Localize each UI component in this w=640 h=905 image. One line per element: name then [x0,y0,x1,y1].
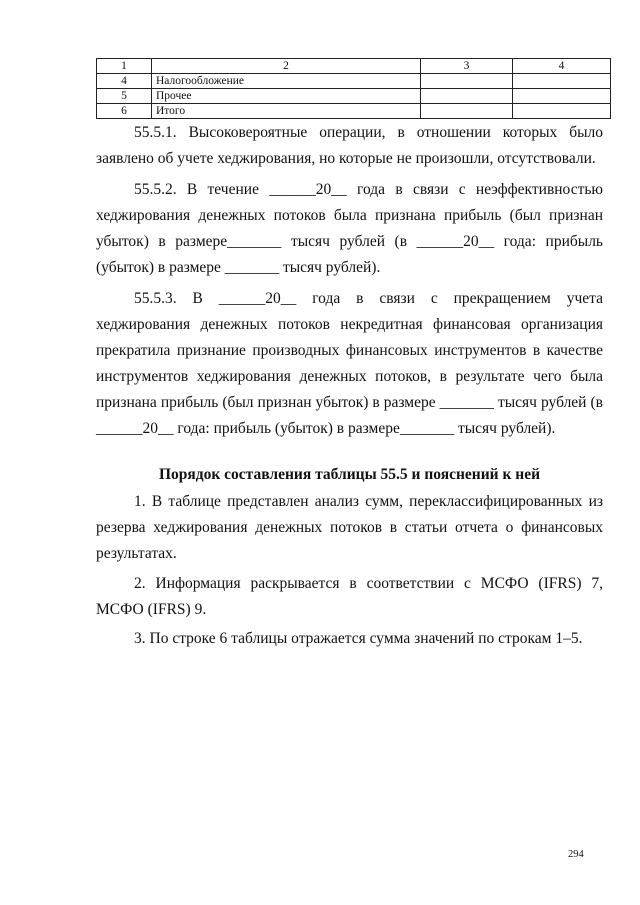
table-cell: Прочее [152,89,421,104]
table-cell: 4 [97,74,152,89]
section-item-2 [96,571,603,623]
table-row [97,89,611,104]
table-cell: Налогообложение [152,74,421,89]
table-header-cell: 1 [97,59,152,74]
table-cell [513,74,611,89]
paragraph-text: 55.5.2. В течение ______20__ года в связи с неэффективностью хеджирования денежных потоков была признана прибыль (был признан убыток) в размере_______ тысяч рублей (в ______20__ года: прибыль (убыток) в размере _______ тысяч рублей). [96,181,603,276]
section-heading: Порядок составления таблицы 55.5 и пояснений к ней [158,466,541,483]
table-header-cell: 2 [152,59,421,74]
data-table [96,58,611,119]
table-row [97,104,611,119]
table-header-cell: 3 [421,59,513,74]
table-cell [421,89,513,104]
paragraph-text: 1. В таблице представлен анализ сумм, переклассифицированных из резерва хеджирования денежных потоков в статьи отчета о финансовых результатах. [96,493,603,562]
table-cell: 5 [97,89,152,104]
section-item-3 [96,626,603,652]
table-header-row [97,59,611,74]
table-cell [421,104,513,119]
table-cell [421,74,513,89]
paragraph-55-5-1 [96,120,603,172]
table-cell [513,89,611,104]
table-cell: Итого [152,104,421,119]
paragraph-55-5-3 [96,286,603,442]
paragraph-text: 2. Информация раскрывается в соответствии с МСФО (IFRS) 7, МСФО (IFRS) 9. [96,575,603,618]
page-number: 294 [568,849,584,860]
table-row [97,74,611,89]
paragraph-55-5-2 [96,177,603,281]
table-cell: 6 [97,104,152,119]
paragraph-text: 3. По строке 6 таблицы отражается сумма значений по строкам 1–5. [134,630,583,647]
section-item-1 [96,489,603,567]
table-header-cell: 4 [513,59,611,74]
paragraph-text: 55.5.3. В ______20__ года в связи с прекращением учета хеджирования денежных потоков некредитная финансовая организация прекратила признание производных финансовых инструментов в качестве инструментов хеджирования денежных потоков, в результате чего была признана прибыль (был признан убыток) в размере _______ тысяч рублей (в ______20__ года: прибыль (убыток) в размере_______ тысяч рублей). [96,290,603,437]
table-cell [513,104,611,119]
paragraph-text: 55.5.1. Высоковероятные операции, в отношении которых было заявлено об учете хеджирования, но которые не произошли, отсутствовали. [96,124,603,167]
